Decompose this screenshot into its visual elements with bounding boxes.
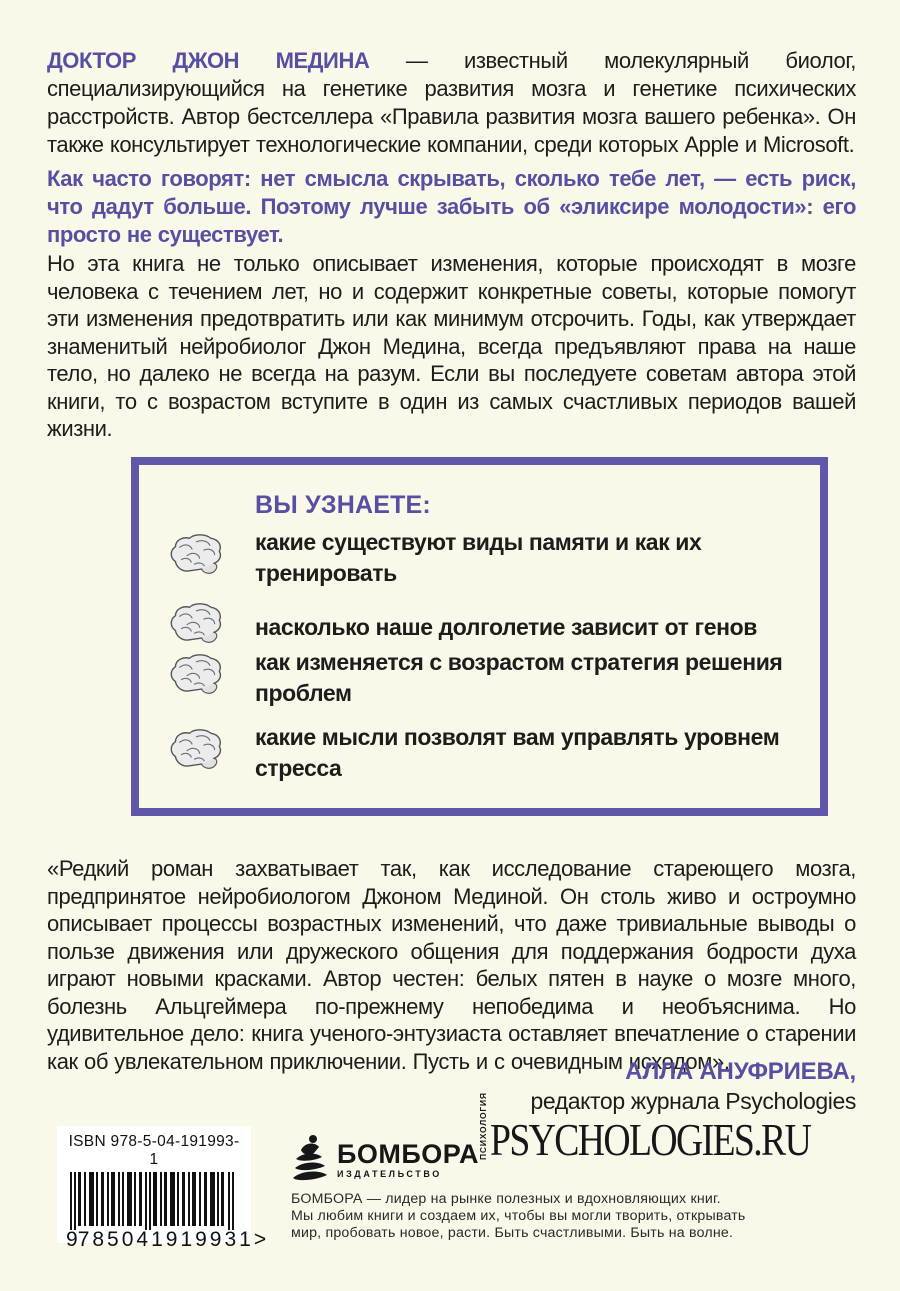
publisher-name: БОМБОРА: [337, 1139, 479, 1169]
brain-icon: [160, 602, 255, 653]
learn-item-text: как изменяется с возрастом стратегия решения проблем: [255, 649, 783, 706]
ean-barcode: [70, 1172, 238, 1230]
author-name-highlight: ДОКТОР ДЖОН МЕДИНА: [47, 48, 370, 73]
learn-box-title: ВЫ УЗНАЕТЕ:: [255, 491, 431, 519]
learn-item-text: какие мысли позволят вам управлять уровнем стресса: [255, 724, 780, 781]
list-item: [160, 647, 802, 709]
barcode-digits: [65, 1228, 267, 1252]
learn-item-text: насколько наше долголетие зависит от генов: [255, 614, 757, 640]
publisher-subtitle: ИЗДАТЕЛЬСТВО: [337, 1169, 442, 1179]
list-item: [160, 527, 802, 589]
list-item: [160, 602, 802, 653]
isbn-barcode-block: [57, 1126, 267, 1251]
barcode-group2: 919931: [165, 1228, 254, 1251]
review-quote: «Редкий роман захватывает так, как исследование стареющего мозга, предпринятое нейробиологом Джоном Мединой. Он столь живо и остроумно описывает процессы возрастных изменений, что даже тривиальные выводы о пользе движения или дружеского общения для поддержания бодрости духа играют новыми красками. Автор честен: белых пятен в науке о мозге много, болезнь Альцгеймера по-прежнему непобедима и необъяснима. Но удивительное дело: книга ученого-энтузиаста оставляет впечатление о старении как об увлекательном приключении. Пусть и с очевидным исходом».: [47, 856, 856, 1074]
reviewer-role: редактор журнала Psychologies: [530, 1088, 856, 1114]
isbn-number: ISBN 978-5-04-191993-1: [68, 1133, 240, 1168]
tagline-paragraph: Как часто говорят: нет смысла скрывать, сколько тебе лет, — есть риск, что дадут больше. Поэтому лучше забыть об «эликсире молодости»: его просто не существует.: [47, 166, 856, 247]
author-intro-text: — известный молекулярный биолог, специализирующийся на генетике развития мозга и генетике психических расстройств. Автор бестселлера «Правила развития мозга вашего ребенка». Он также консультирует технологические компании, среди которых Apple и Microsoft.: [47, 48, 856, 157]
you-will-learn-box: [131, 457, 828, 816]
psychologies-vertical-label: ПСИХОЛОГИЯ: [477, 1092, 488, 1160]
barcode-arrow: >: [253, 1228, 267, 1251]
publisher-description: [291, 1191, 746, 1241]
barcode-group1: 785041: [77, 1228, 166, 1251]
book-description-paragraph: Но эта книга не только описывает изменения, которые происходят в мозге человека с течением лет, но и содержит конкретные советы, которые помогут эти изменения предотвратить или как минимум отсрочить. Годы, как утверждает знаменитый нейробиолог Джон Медина, всегда предъявляют права на наше тело, но далеко не всегда на разум. Если вы последуете советам автора этой книги, то с возрастом вступите в один из самых счастливых периодов вашей жизни.: [47, 251, 856, 441]
publisher-description-line: БОМБОРА — лидер на рынке полезных и вдохновляющих книг.: [291, 1191, 721, 1207]
publisher-description-line: Мы любим книги и создаем их, чтобы вы могли творить, открывать: [291, 1207, 746, 1224]
brain-icon: [160, 728, 255, 779]
barcode-first-digit: 9: [66, 1228, 78, 1251]
publisher-description-line: мир, пробовать новое, расти. Быть счастливыми. Быть на волне.: [291, 1224, 734, 1241]
bombora-logo: [289, 1134, 479, 1189]
reviewer-name: АЛЛА АНУФРИЕВА,: [625, 1058, 856, 1085]
bombora-logo-icon: [289, 1134, 329, 1189]
author-intro-paragraph: [47, 47, 856, 159]
brain-icon: [160, 533, 255, 584]
list-item: [160, 722, 802, 784]
psychologies-wordmark: PSYCHOLOGIES.RU: [489, 1114, 810, 1165]
brain-icon: [160, 653, 255, 704]
learn-item-text: какие существуют виды памяти и как их тренировать: [255, 529, 702, 586]
